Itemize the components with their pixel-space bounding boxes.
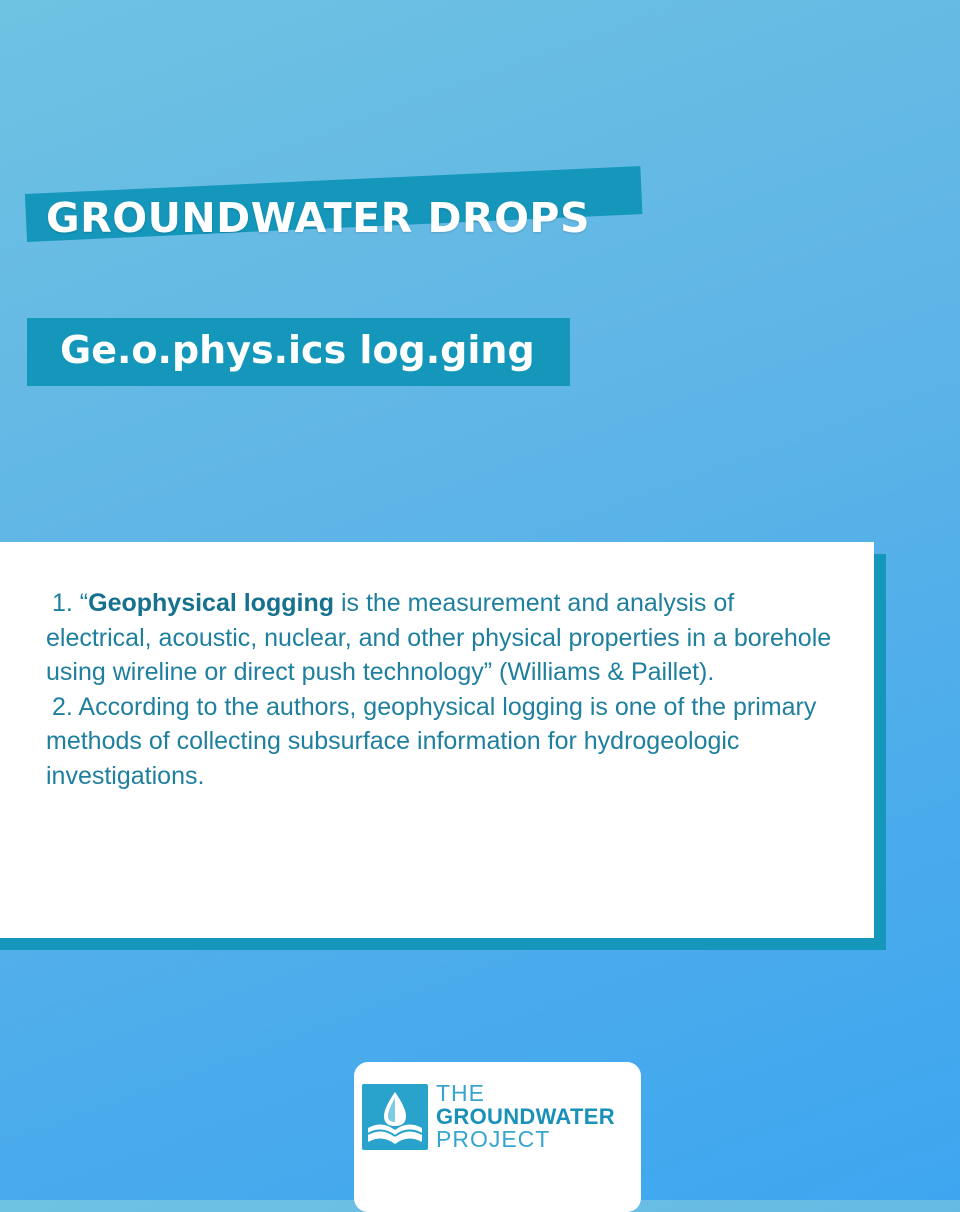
logo-line-groundwater: GROUNDWATER xyxy=(436,1104,615,1129)
subtitle-banner xyxy=(27,318,570,386)
logo-line-project: PROJECT xyxy=(436,1126,551,1152)
list-item-1-body: is the measurement and analysis of electrical, acoustic, nuclear, and other physical properties in a borehole using wireline or direct push technology” (Williams & Paillet). xyxy=(46,589,832,686)
logo-line-the: THE xyxy=(436,1080,485,1106)
list-item-1-prefix: 1. “ xyxy=(52,589,89,617)
list-item-2: 2. According to the authors, geophysical logging is one of the primary methods of collecting subsurface information for hydrogeologic investigations. xyxy=(46,692,817,790)
water-drop-book-icon xyxy=(362,1084,428,1154)
content-card xyxy=(0,542,874,938)
logo-wordmark xyxy=(436,1082,615,1151)
logo xyxy=(354,1062,641,1212)
list-item-1 xyxy=(46,586,846,690)
list-item-1-term: Geophysical logging xyxy=(88,589,334,617)
definition-text xyxy=(46,586,846,793)
title-banner xyxy=(26,180,646,260)
page-subtitle: Ge.o.phys.ics log.ging xyxy=(60,328,535,372)
page-title: GROUNDWATER DROPS xyxy=(46,194,591,242)
